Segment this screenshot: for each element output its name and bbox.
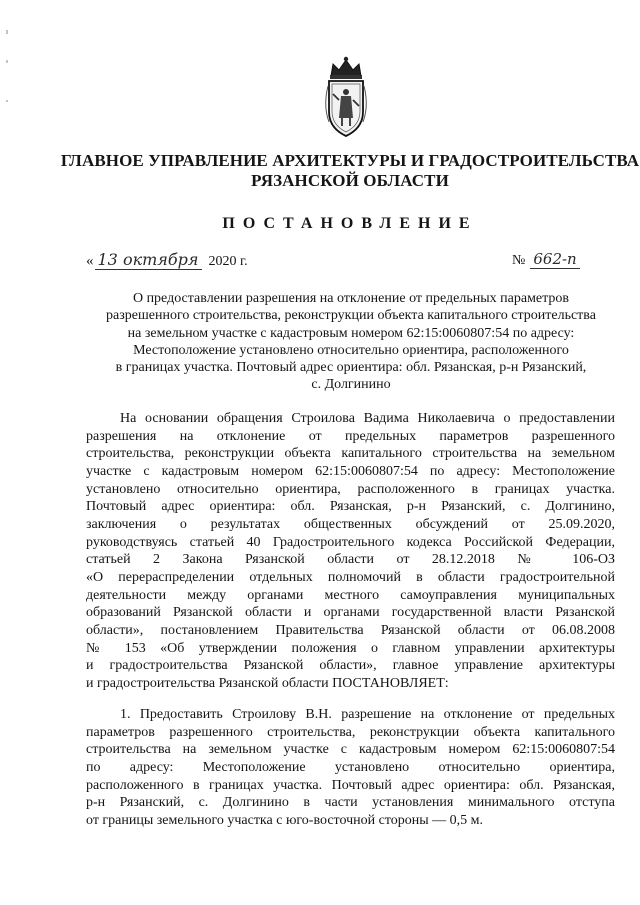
subject-line: разрешенного строительства, реконструкции объекта капитального строительства — [106, 308, 596, 324]
document-number — [512, 250, 580, 269]
handwritten-number: 662-п — [530, 250, 579, 269]
subject-line: О предоставлении разрешения на отклонение от предельных параметров — [132, 291, 570, 306]
scan-margin-mark — [6, 30, 8, 150]
handwritten-date: 13 октября — [95, 250, 202, 270]
body-line: На основании обращения Строилова Вадима Николаевича о предоставлении — [120, 411, 615, 426]
body-paragraph-item-1 — [86, 706, 615, 830]
body-line: статьей 2 Закона Рязанской области от 28.12.2018 № 106-ОЗ — [86, 552, 615, 568]
date-quote: « — [86, 253, 94, 269]
body-line: области», постановлением Правительства Рязанской области от 06.08.2008 — [86, 622, 615, 638]
number-prefix: № — [512, 253, 526, 268]
subject-line: Местоположение установлено относительно ориентира, расположенного — [133, 342, 569, 358]
document-type-title: ПОСТАНОВЛЕНИЕ — [222, 215, 478, 232]
document-date — [86, 250, 248, 270]
organization-name-line-2: РЯЗАНСКОЙ ОБЛАСТИ — [251, 171, 449, 190]
body-line: и градостроительства Рязанской области ПОСТАНОВЛЯЕТ: — [86, 675, 449, 691]
body-line: строительства на земельном участке с кадастровым номером 62:15:0060807:54 — [86, 742, 615, 758]
body-line: 1. Предоставить Строилову В.Н. разрешение на отклонение от предельных — [120, 707, 615, 722]
body-paragraph-basis — [86, 410, 615, 693]
document-subject — [102, 290, 600, 394]
body-line: по адресу: Местоположение установлено относительно ориентира, — [86, 759, 615, 775]
body-line: расположенного в границах участка. Почтовый адрес ориентира: обл. Рязанская, — [86, 777, 615, 793]
body-line: р-н Рязанский, с. Долгинино в части установления минимального отступа — [86, 795, 615, 811]
body-line: № 153 «Об утверждении положения о главном управлении архитектуры — [86, 640, 615, 656]
body-line: от границы земельного участка с юго-восточной стороны — 0,5 м. — [86, 812, 484, 828]
body-line: руководствуясь статьей 40 Градостроительного кодекса Российской Федерации, — [86, 534, 615, 550]
body-line: параметров разрешенного строительства, реконструкции объекта капитального — [86, 724, 615, 740]
body-line: участке с кадастровым номером 62:15:0060807:54 по адресу: Местоположение — [86, 463, 615, 479]
body-line: и градостроительства Рязанской области», главное управление архитектуры — [86, 658, 615, 674]
body-line: деятельности между органами местного самоуправления муниципальных — [86, 587, 615, 603]
body-line: образований Рязанской области и органами государственной власти Рязанской — [86, 605, 615, 621]
subject-line: с. Долгинино — [311, 377, 391, 393]
subject-line: на земельном участке с кадастровым номером 62:15:0060807:54 по адресу: — [127, 325, 575, 341]
body-line: заключения о результатах общественных обсуждений от 25.09.2020, — [86, 516, 615, 532]
body-line: разрешения на отклонение от предельных параметров разрешенного — [86, 428, 615, 444]
ryazan-coat-of-arms-icon — [323, 56, 369, 142]
date-year: 2020 г. — [208, 254, 248, 269]
body-line: Почтовый адрес ориентира: обл. Рязанская, р-н Рязанский, с. Долгинино, — [86, 499, 615, 515]
body-line: строительства, реконструкции объекта капитального строительства на земельном — [86, 446, 615, 462]
body-line: установлено относительно ориентира, расположенного в границах участка. — [86, 481, 615, 497]
organization-name-line-1: ГЛАВНОЕ УПРАВЛЕНИЕ АРХИТЕКТУРЫ И ГРАДОСТРОИТЕЛЬСТВА — [60, 151, 640, 170]
body-line: «О перераспределении отдельных полномочий в области градостроительной — [86, 569, 615, 585]
subject-line: в границах участка. Почтовый адрес ориентира: обл. Рязанская, р-н Рязанский, — [115, 360, 587, 376]
